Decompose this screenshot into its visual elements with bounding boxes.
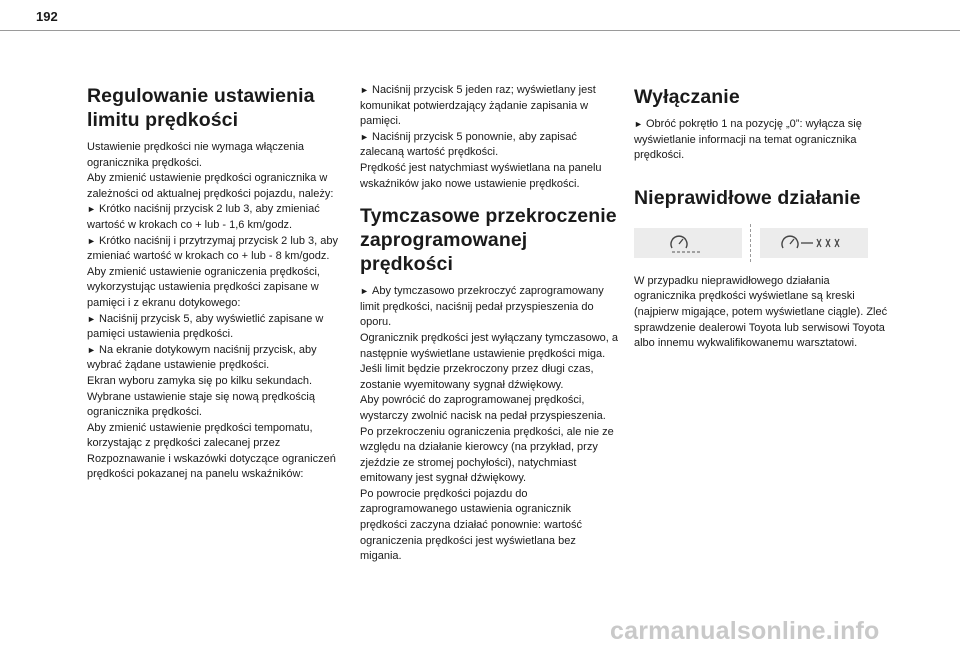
speed-limiter-dashes-icon [634,228,742,258]
paragraph: Ekran wyboru zamyka się po kilku sekundach. [87,374,312,387]
paragraph: Aby zmienić ustawienie ograniczenia prędkości, wykorzystując ustawienia prędkości zapisane w pamięci i z ekranu dotykowego: [87,265,320,309]
paragraph: W przypadku nieprawidłowego działania ogranicznika prędkości wyświetlane są kreski (najpierw migające, potem wyświetlane ciągle). Zleć sprawdzenie dealerowi Toyota lub serwisowi Toyota albo innemu wykwalifikowanemu warsztatowi. [634,274,888,350]
bullet-arrow-icon: ► [87,344,96,355]
bullet-arrow-icon: ► [87,313,96,324]
bullet-item: ► Aby tymczasowo przekroczyć zaprogramowany limit prędkości, naciśnij pedał przyspieszenia do oporu. [360,285,604,329]
bullet-item: ► Na ekranie dotykowym naciśnij przycisk, aby wybrać żądane ustawienie prędkości. [87,343,317,372]
paragraph: Prędkość jest natychmiast wyświetlana na panelu wskaźników jako nowe ustawienie prędkości. [360,161,602,190]
paragraph: Aby zmienić ustawienie prędkości tempomatu, korzystając z prędkości zalecanej przez Rozpoznawanie i wskazówki dotyczące ograniczeń prędkości pokazanej na panelu wskaźników: [87,421,336,481]
page-number: 192 [36,9,58,24]
bullet-item: ► Naciśnij przycisk 5, aby wyświetlić zapisane w pamięci ustawienia prędkości. [87,312,324,341]
bullet-item: ► Obróć pokrętło 1 na pozycję „0”: wyłącza się wyświetlanie informacji na temat ogranicznika prędkości. [634,118,862,162]
bullet-item: ► Naciśnij przycisk 5 ponownie, aby zapisać zalecaną wartość prędkości. [360,130,577,159]
bullet-item: ► Naciśnij przycisk 5 jeden raz; wyświetlany jest komunikat potwierdzający żądanie zapisania w pamięci. [360,84,596,128]
header-divider [0,30,960,31]
paragraph: Po powrocie prędkości pojazdu do zaprogramowanego ustawienia ogranicznik prędkości zaczyna działać ponownie: wartość ograniczenia prędkości jest wyświetlana bez migania. [360,487,582,563]
paragraph: Aby zmienić ustawienie prędkości ogranicznika w zależności od aktualnej prędkości pojazdu, należy: [87,172,334,200]
paragraph: Jeśli limit będzie przekroczony przez długi czas, zostanie wyemitowany sygnał dźwiękowy. [360,363,594,391]
paragraph: Ogranicznik prędkości jest wyłączany tymczasowo, a następnie wyświetlane ustawienie prędkości miga. [360,331,618,360]
paragraph: Po przekroczeniu ograniczenia prędkości, ale nie ze względu na działanie kierowcy (na przykład, przy zjeździe ze stromej pochyłości), natychmiast emitowany jest sygnał dźwiękowy. [360,425,614,485]
column-1 [87,84,352,483]
bullet-arrow-icon: ► [87,204,96,215]
bullet-arrow-icon: ► [360,286,369,297]
column-2 [360,83,620,565]
speed-limiter-dashes-icon [760,228,868,258]
bullet-item: ► Krótko naciśnij przycisk 2 lub 3, aby zmieniać wartość w krokach co + lub - 1,6 km/godz. [87,203,320,231]
bullet-item: ► Krótko naciśnij i przytrzymaj przycisk 2 lub 3, aby zmieniać wartość w krokach co + lub - 8 km/godz. [87,234,339,263]
column-3 [634,85,894,352]
watermark: carmanualsonline.info [610,617,880,645]
bullet-arrow-icon: ► [360,85,369,95]
heading-adjust-speed-limit: Regulowanie ustawienia limitu prędkości [87,85,315,131]
paragraph: Wybrane ustawienie staje się nową prędkością ogranicznika prędkości. [87,390,315,419]
paragraph: Aby powrócić do zaprogramowanej prędkości, wystarczy zwolnić nacisk na pedał przyspieszenia. [360,394,606,422]
heading-temporary-exceed: Tymczasowe przekroczenie zaprogramowanej prędkości [360,205,617,276]
divider [750,224,752,262]
paragraph: Ustawienie prędkości nie wymaga włączenia ogranicznika prędkości. [87,141,305,169]
heading-deactivation: Wyłączanie [634,86,740,108]
bullet-arrow-icon: ► [87,235,96,246]
bullet-arrow-icon: ► [634,119,643,129]
malfunction-icons [634,224,894,262]
bullet-arrow-icon: ► [360,131,369,142]
heading-malfunction: Nieprawidłowe działanie [634,186,861,209]
